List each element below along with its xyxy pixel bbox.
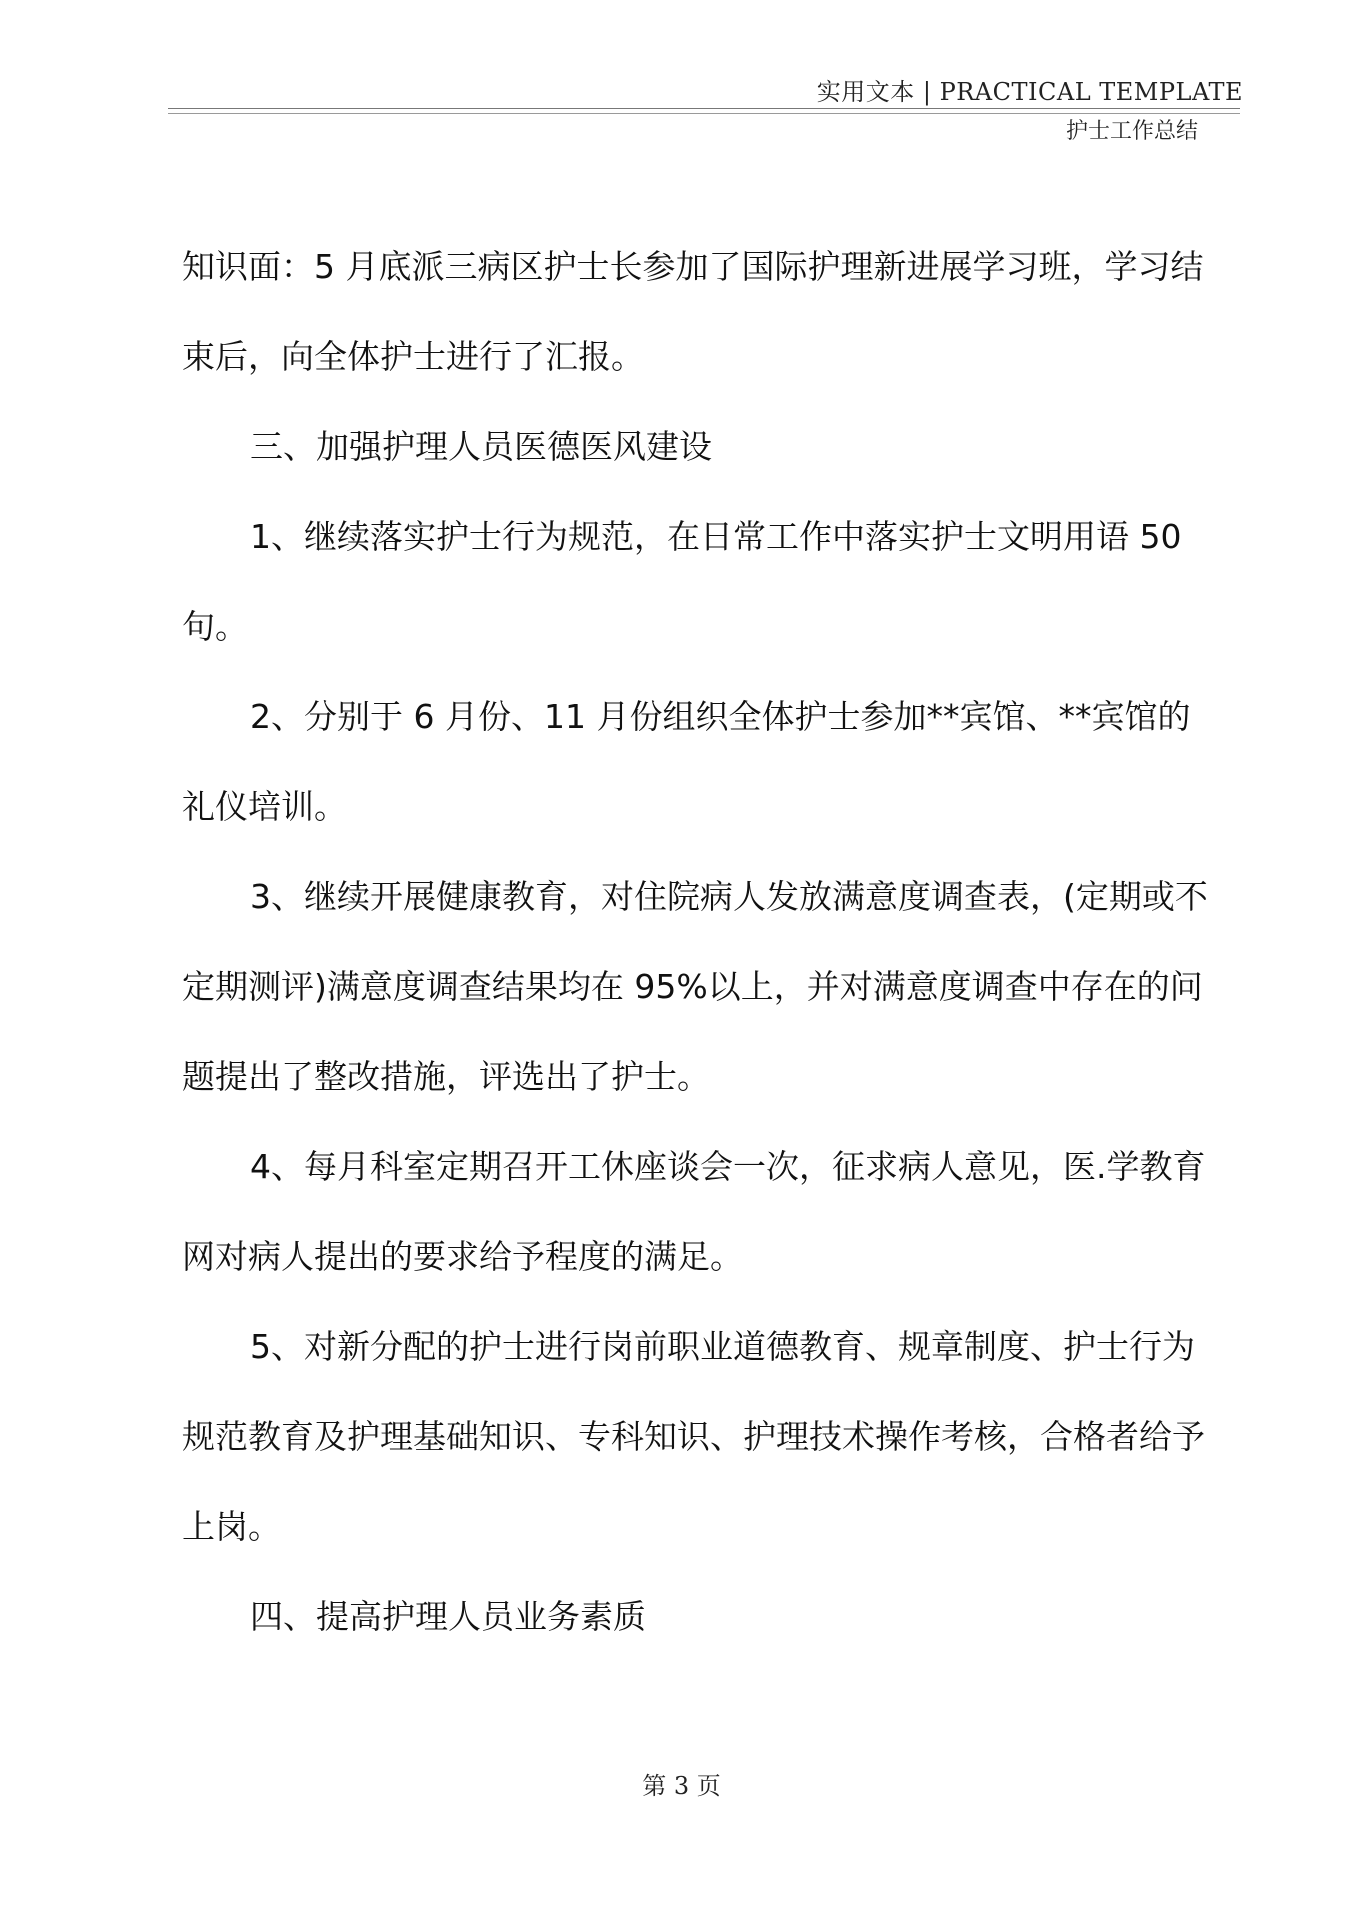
header-brand: 实用文本 | PRACTICAL TEMPLATE — [816, 78, 1243, 106]
header-divider-top — [168, 108, 1240, 109]
list-item-1: 1、继续落实护士行为规范，在日常工作中落实护士文明用语 50 句。 — [182, 517, 1182, 646]
section-heading-4: 四、提高护理人员业务素质 — [250, 1597, 646, 1636]
list-item-2: 2、分别于 6 月份、11 月份组织全体护士参加**宾馆、**宾馆的礼仪培训。 — [182, 697, 1191, 826]
list-item-5: 5、对新分配的护士进行岗前职业道德教育、规章制度、护士行为规范教育及护理基础知识、专科知识、护理技术操作考核，合格者给予上岗。 — [182, 1327, 1205, 1546]
list-item-4: 4、每月科室定期召开工休座谈会一次，征求病人意见，医.学教育网对病人提出的要求给予程度的满足。 — [182, 1147, 1206, 1276]
document-body — [182, 222, 1212, 1662]
page-number: 第 3 页 — [642, 1772, 721, 1800]
section-heading-3: 三、加强护理人员医德医风建设 — [250, 427, 712, 466]
list-item-3: 3、继续开展健康教育，对住院病人发放满意度调查表，(定期或不定期测评)满意度调查结果均在 95%以上，并对满意度调查中存在的问题提出了整改措施，评选出了护士。 — [182, 877, 1208, 1096]
header-subtitle: 护士工作总结 — [1065, 119, 1198, 144]
paragraph-continuation: 知识面：5 月底派三病区护士长参加了国际护理新进展学习班，学习结束后，向全体护士进行了汇报。 — [182, 247, 1204, 376]
